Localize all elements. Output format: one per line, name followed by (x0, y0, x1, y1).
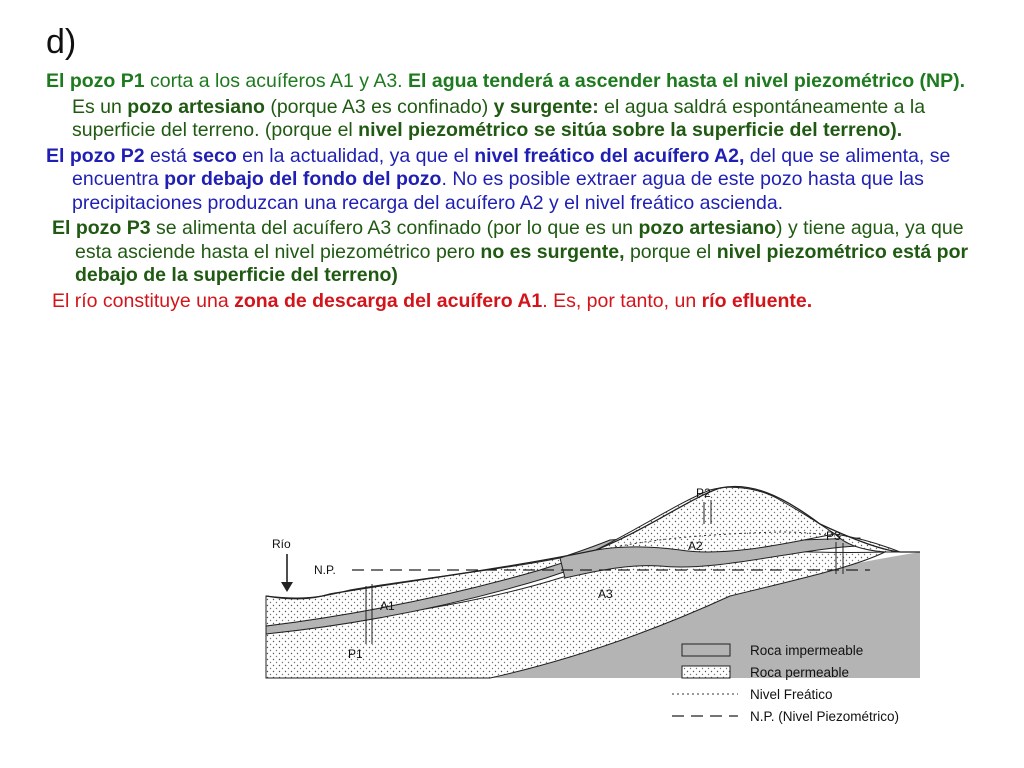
legend-swatch-impermeable (682, 644, 730, 656)
legend-swatch-permeable (682, 666, 730, 678)
paragraph-p4 (46, 290, 996, 314)
legend-impermeable: Roca impermeable (750, 643, 864, 658)
paragraph-p1 (46, 70, 996, 94)
p2-span-7: por debajo del fondo del pozo (164, 168, 442, 190)
p3-span-3: pozo artesiano (638, 217, 777, 239)
legend-piezometrico: N.P. (Nivel Piezométrico) (750, 709, 900, 724)
slide-title: d) (46, 23, 77, 61)
p4-span-2: zona de descarga del acuífero A1 (234, 289, 543, 312)
p1-span-2: corta a los acuíferos A1 y A3. (144, 70, 409, 92)
paragraph-p1b (46, 96, 996, 143)
label-a2: A2 (688, 539, 703, 553)
label-p3: P3 (826, 529, 841, 543)
paragraph-p2 (46, 145, 996, 216)
p4-span-1: El río constituye una (52, 289, 235, 312)
p1-span-1: El pozo P1 (46, 70, 145, 92)
p1b-span-6: nivel piezométrico se sitúa sobre la superficie del terreno). (358, 119, 903, 141)
p3-span-7: nivel piezométrico está por debajo de la superficie del terreno) (75, 240, 969, 286)
p2-span-1: El pozo P2 (46, 144, 145, 167)
p1b-span-4: y surgente: (493, 95, 599, 118)
p2-span-3: seco (192, 144, 237, 167)
p3-span-5: no es surgente, (480, 240, 625, 263)
label-np: N.P. (314, 563, 336, 577)
p2-span-6: del que se alimenta, se encuentra (72, 144, 951, 190)
label-a3: A3 (598, 587, 613, 601)
paragraph-p3 (46, 217, 996, 288)
p3-span-2: se alimenta del acuífero A3 confinado (por lo que es un (150, 217, 639, 239)
legend-freatico: Nivel Freático (750, 687, 833, 702)
p1b-span-1: Es un (72, 95, 128, 118)
p1-span-3: El agua tenderá a ascender hasta el nivel piezométrico (NP). (408, 70, 966, 92)
p2-span-4: en la actualidad, ya que el (236, 144, 475, 167)
text-body (46, 70, 996, 313)
aquifer-diagram (260, 478, 980, 740)
p3-span-6: porque el (624, 240, 717, 263)
label-p1: P1 (348, 647, 363, 661)
p2-span-5: nivel freático del acuífero A2, (474, 144, 745, 167)
p4-span-3: . Es, por tanto, un (542, 289, 702, 312)
p2-span-8: . No es posible extraer agua de este pozo hasta que las precipitaciones produzcan una recarga del acuífero A2 y el nivel freático ascienda. (72, 168, 924, 214)
label-a1: A1 (380, 599, 395, 613)
label-p2: P2 (696, 486, 711, 500)
river-arrow-icon (281, 554, 293, 592)
aquifer-diagram-svg (260, 478, 980, 740)
legend-permeable: Roca permeable (750, 665, 850, 680)
p1b-span-2: pozo artesiano (127, 95, 265, 118)
p3-span-1: El pozo P3 (52, 217, 151, 239)
p4-span-4: río efluente. (701, 289, 813, 312)
p1b-span-5: el agua saldrá espontáneamente a la superficie del terreno. (porque el (72, 95, 926, 141)
p2-span-2: está (144, 144, 193, 167)
label-rio: Río (272, 537, 291, 551)
p3-span-4: ) y tiene agua, ya que esta asciende hasta el nivel piezométrico pero (75, 217, 964, 263)
p1b-span-3: (porque A3 es confinado) (264, 95, 494, 118)
